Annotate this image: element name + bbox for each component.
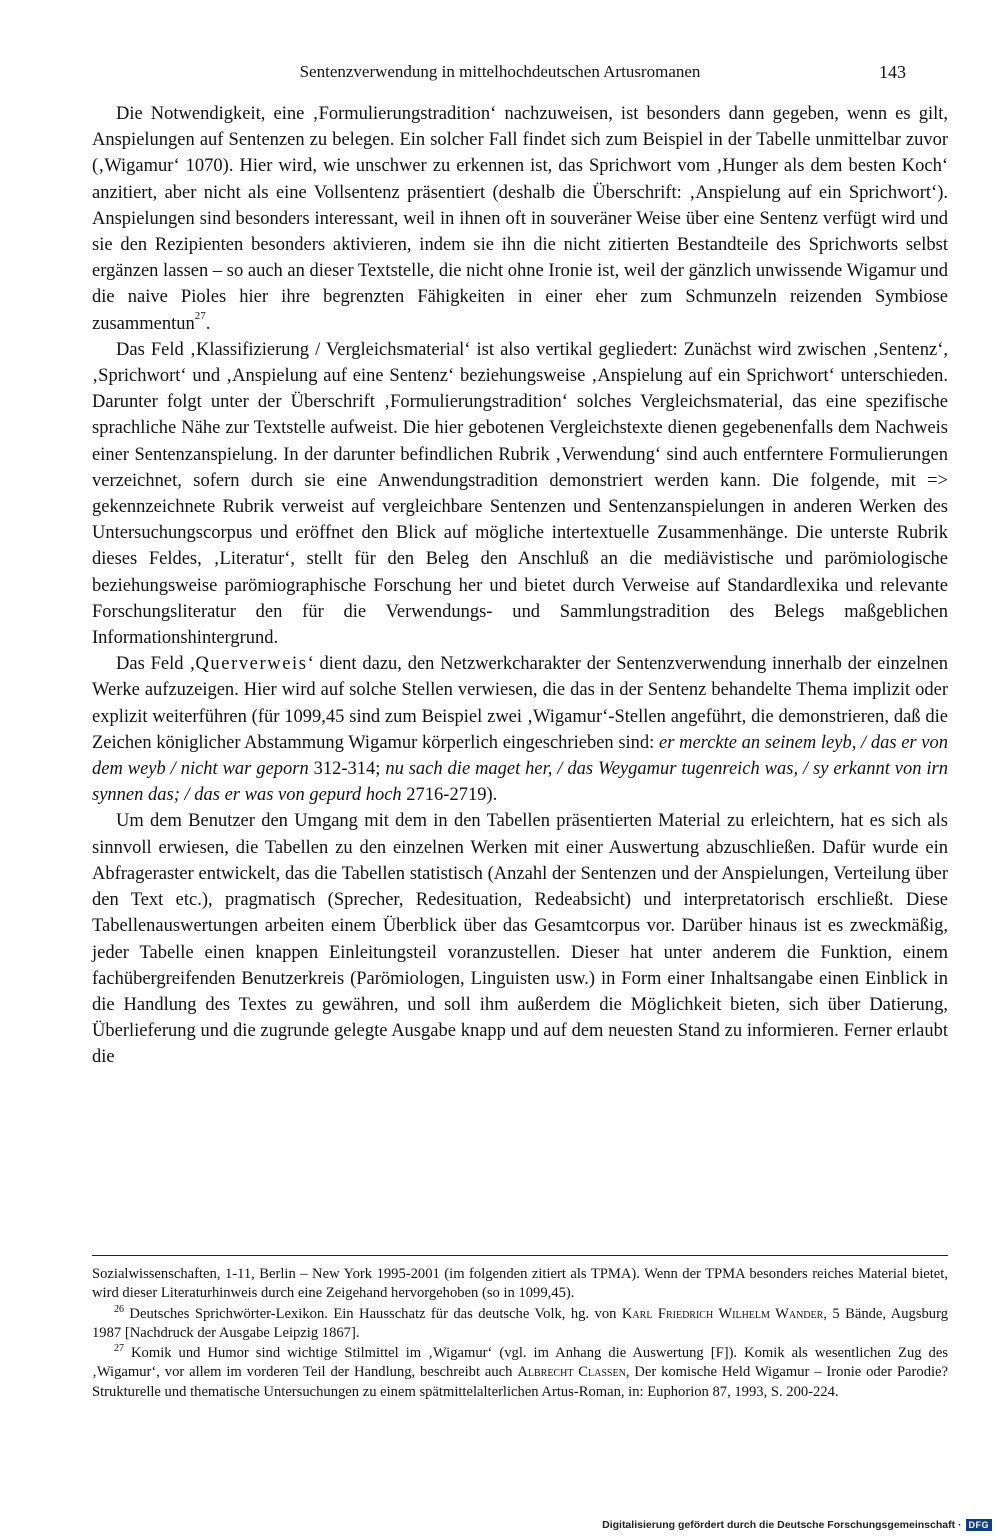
verse-ref-1: 312-314; <box>308 759 386 780</box>
footnotes <box>92 1265 948 1402</box>
dfg-logo-icon: DFG <box>966 1519 993 1531</box>
paragraph-4: Um dem Benutzer den Umgang mit dem in den Tabellen präsentierten Material zu erleichtern, hat es sich als sinnvoll erwiesen, die Tabellen zu den einzelnen Werken mit einer Auswertung abzuschließen. Dafür wurde ein Abfrageraster entwickelt, das die Tabellen statistisch (Anzahl der Sentenzen und der Anspielungen, Verteilung über den Text etc.), pragmatisch (Sprecher, Redesituation, Redeabsicht) und interpretatorisch erschließt. Diese Tabellenauswertungen arbeiten einem Überblick über das Gesamtcorpus vor. Darüber hinaus ist es zweckmäßig, jeder Tabelle einen knappen Einleitungsteil voranzustellen. Dieser hat unter anderem die Funktion, einem fachübergreifenden Benutzerkreis (Parömiologen, Linguisten usw.) in Form einer Inhaltsangabe einen Einblick in die Handlung des Textes zu gewähren, und soll ihm außerdem die Möglichkeit bieten, sich über Datierung, Überlieferung und die zugrunde gelegte Ausgabe knapp und auf dem neuesten Stand zu informieren. Ferner erlaubt die <box>92 811 948 1068</box>
paragraph-2: Das Feld ‚Klassifizierung / Vergleichsmaterial‘ ist also vertikal gegliedert: Zunächst wird zwischen ‚Sentenz‘, ‚Sprichwort‘ und ‚Anspielung auf eine Sentenz‘ beziehungsweise ‚Anspielung auf ein Sprichwort‘ unterschieden. Darunter folgt unter der Überschrift ‚Formulierungstradition‘ solches Vergleichsmaterial, das eine spezifische sprachliche Nähe zur Textstelle aufweist. Die hier gebotenen Vergleichstexte dienen gegebenenfalls dem Nachweis einer Sentenzanspielung. In der darunter befindlichen Rubrik ‚Verwendung‘ sind auch entferntere Formulierungen verzeichnet, sofern durch sie eine Anwendungstradition demonstriert werden kann. Die folgende, mit => gekennzeichnete Rubrik verweist auf vergleichbare Sentenzen und Sentenzanspielungen in anderen Werken des Untersuchungscorpus und eröffnet den Blick auf mögliche intertextuelle Zusammenhänge. Die unterste Rubrik dieses Feldes, ‚Literatur‘, stellt für den Beleg den Anschluß an die mediävistische und parömiologische beziehungsweise parömiographische Forschung her und bietet durch Verweise auf Standardlexika und relevante Forschungsliteratur den für die Verwendungs- und Sammlungstradition des Belegs maßgeblichen Informationshintergrund. <box>92 339 948 649</box>
footnote-27-author: Albrecht Classen <box>517 1364 626 1381</box>
footnote-27-text-b: , Der komische Held Wigamur – Ironie oder Parodie? Strukturelle und thematische Untersuchungen zu einem spätmittelalterlichen Artus-Roman, in: Euphorion 87, 1993, S. 200-224. <box>92 1364 948 1400</box>
verse-ref-2: 2716-2719). <box>401 785 498 806</box>
paragraph-3-part-a: Das Feld ‚ <box>116 654 196 675</box>
paragraph-3 <box>92 651 948 808</box>
quotation-2: nu sach die maget her, / das Weygamur tugenreich was, / sy erkannt von irn synnen das; / das er was von gepurd hoch <box>92 759 948 806</box>
running-title: Sentenzverwendung in mittelhochdeutschen Artusromanen <box>299 62 701 81</box>
footnote-27-text-a: Komik und Humor sind wichtige Stilmittel im ‚Wigamur‘ (vgl. im Anhang die Auswertung [F]). Komik als wesentlichen Zug des ‚Wigamur‘, vor allem im vorderen Teil der Handlung, beschreibt auch <box>92 1345 948 1381</box>
footnote-26-number: 26 <box>114 1303 124 1315</box>
footnote-26-text-a: Deutsches Sprichwörter-Lexikon. Ein Hausschatz für das deutsche Volk, hg. von <box>124 1305 622 1322</box>
digitization-credit-text: Digitalisierung gefördert durch die Deutsche Forschungsgemeinschaft · <box>602 1519 962 1531</box>
footnote-26-text-b: , 5 Bände, Augsburg 1987 [Nachdruck der Ausgabe Leipzig 1867]. <box>92 1305 948 1341</box>
digitization-credit <box>602 1519 992 1531</box>
body-text <box>92 101 948 1071</box>
paragraph-1 <box>92 101 948 337</box>
paragraph-3-part-b: ‘ dient dazu, den Netzwerkcharakter der Sentenzverwendung innerhalb der einzelnen Werke aufzuzeigen. Hier wird auf solche Stellen verwiesen, die das in der Sentenz behandelte Thema implizit oder explizit weiterführen (für 1099,45 sind zum Beispiel zwei ‚Wigamur‘-Stellen angeführt, die demonstrieren, daß die Zeichen königlicher Abstammung Wigamur körperlich eingeschrieben sind: <box>92 654 948 753</box>
footnote-26 <box>92 1305 948 1344</box>
footnote-27 <box>92 1344 948 1402</box>
footnote-continuation: Sozialwissenschaften, 1-11, Berlin – New York 1995-2001 (im folgenden zitiert als TPMA). Wenn der TPMA besonders reiches Material bietet, wird dieser Literaturhinweis durch eine Zeigehand hervorgehoben (so in 1099,45). <box>92 1266 948 1302</box>
querverweis-term: Querverweis <box>195 654 308 675</box>
page-number: 143 <box>879 62 906 82</box>
footnote-26-author: Karl Friedrich Wilhelm Wander <box>621 1305 824 1322</box>
footnote-27-number: 27 <box>114 1343 124 1355</box>
footnote-ref-27[interactable]: 27 <box>194 309 206 322</box>
paragraph-1-text: Die Notwendigkeit, eine ‚Formulierungstradition‘ nachzuweisen, ist besonders dann gegeben, wenn es gilt, Anspielungen auf Sentenzen zu belegen. Ein solcher Fall findet sich zum Beispiel in der Tabelle unmittelbar zuvor (‚Wigamur‘ 1070). Hier wird, wie unschwer zu erkennen ist, das Sprichwort vom ‚Hunger als dem besten Koch‘ anzitiert, aber nicht als eine Vollsentenz präsentiert (deshalb die Überschrift: ‚Anspielung auf ein Sprichwort‘). Anspielungen sind besonders interessant, weil in ihnen oft in souveräner Weise über eine Sentenz verfügt wird und sie den Rezipienten besonders aktivieren, indem sie ihn die nicht zitierten Bestandteile des Sprichworts selbst ergänzen lassen – so auch an dieser Textstelle, die nicht ohne Ironie ist, weil der gänzlich unwissende Wigamur und die naive Pioles hier ihre begrenzten Fähigkeiten in einer eher zum Schmunzeln reizenden Symbiose zusammentun <box>92 104 948 334</box>
paragraph-1-end: . <box>205 313 211 334</box>
footnote-separator <box>92 1255 948 1256</box>
quotation-1: er merckte an seinem leyb, / das er von dem weyb / nicht war geporn <box>92 732 949 780</box>
